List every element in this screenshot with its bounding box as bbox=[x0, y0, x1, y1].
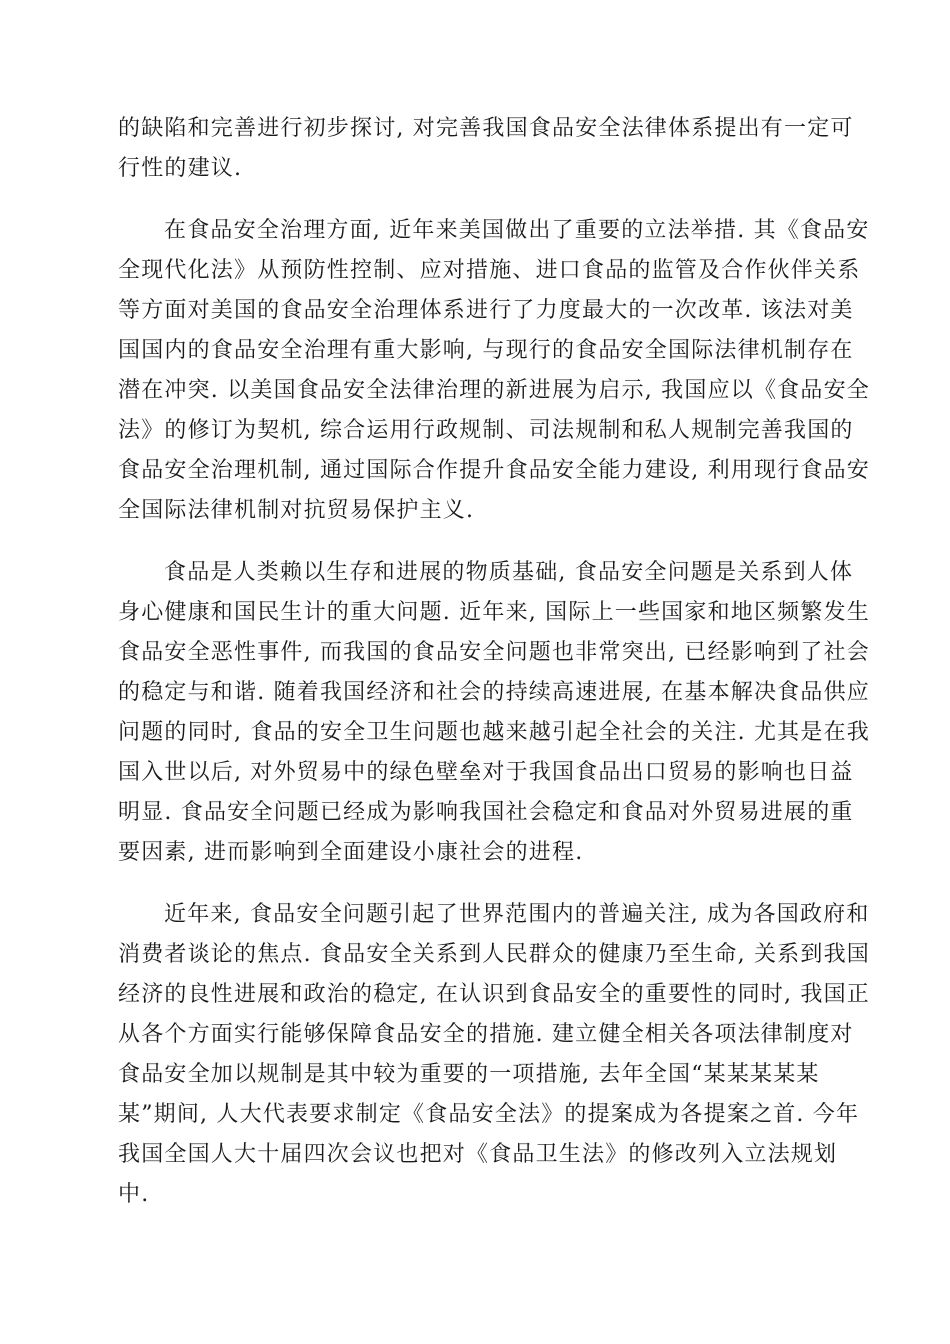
text-line: 国国内的食品安全治理有重大影响, 与现行的食品安全国际法律机制存在 bbox=[118, 338, 854, 363]
text-line: 国入世以后, 对外贸易中的绿色壁垒对于我国食品出口贸易的影响也日益 bbox=[118, 760, 854, 785]
text-line: 食品安全加以规制是其中较为重要的一项措施, 去年全国“某某某某某 bbox=[118, 1062, 820, 1087]
text-line: 身心健康和国民生计的重大问题. 近年来, 国际上一些国家和地区频繁发生 bbox=[118, 600, 870, 625]
text-line: 全现代化法》从预防性控制、应对措施、进口食品的监管及合作伙伴关系 bbox=[118, 258, 861, 283]
text-line: 食品是人类赖以生存和进展的物质基础, 食品安全问题是关系到人体 bbox=[164, 560, 854, 585]
paragraph-4 bbox=[118, 895, 870, 1215]
text-line: 行性的建议. bbox=[118, 156, 243, 181]
text-line: 在食品安全治理方面, 近年来美国做出了重要的立法举措. 其《食品安 bbox=[164, 218, 870, 243]
paragraph-2 bbox=[118, 211, 870, 531]
text-line: 食品安全恶性事件, 而我国的食品安全问题也非常突出, 已经影响到了社会 bbox=[118, 640, 870, 665]
text-line: 消费者谈论的焦点. 食品安全关系到人民群众的健康乃至生命, 关系到我国 bbox=[118, 942, 870, 967]
text-line: 法》的修订为契机, 综合运用行政规制、司法规制和私人规制完善我国的 bbox=[118, 418, 854, 443]
document-body bbox=[118, 109, 870, 1215]
paragraph-1 bbox=[118, 109, 854, 189]
text-line: 从各个方面实行能够保障食品安全的措施. 建立健全相关各项法律制度对 bbox=[118, 1022, 854, 1047]
text-line: 全国际法律机制对抗贸易保护主义. bbox=[118, 498, 475, 523]
text-line: 的缺陷和完善进行初步探讨, 对完善我国食品安全法律体系提出有一定可 bbox=[118, 116, 854, 141]
text-line: 我国全国人大十届四次会议也把对《食品卫生法》的修改列入立法规划 bbox=[118, 1142, 838, 1167]
text-line: 某”期间, 人大代表要求制定《食品安全法》的提案成为各提案之首. 今年 bbox=[118, 1102, 860, 1127]
text-line: 食品安全治理机制, 通过国际合作提升食品安全能力建设, 利用现行食品安 bbox=[118, 458, 870, 483]
text-line: 明显. 食品安全问题已经成为影响我国社会稳定和食品对外贸易进展的重 bbox=[118, 800, 854, 825]
text-line: 中. bbox=[118, 1182, 150, 1207]
text-line: 潜在冲突. 以美国食品安全法律治理的新进展为启示, 我国应以《食品安全 bbox=[118, 378, 870, 403]
text-line: 的稳定与和谐. 随着我国经济和社会的持续高速进展, 在基本解决食品供应 bbox=[118, 680, 870, 705]
text-line: 等方面对美国的食品安全治理体系进行了力度最大的一次改革. 该法对美 bbox=[118, 298, 854, 323]
text-line: 要因素, 进而影响到全面建设小康社会的进程. bbox=[118, 840, 584, 865]
text-line: 经济的良性进展和政治的稳定, 在认识到食品安全的重要性的同时, 我国正 bbox=[118, 982, 870, 1007]
text-line: 问题的同时, 食品的安全卫生问题也越来越引起全社会的关注. 尤其是在我 bbox=[118, 720, 870, 745]
paragraph-3 bbox=[118, 553, 870, 873]
text-line: 近年来, 食品安全问题引起了世界范围内的普遍关注, 成为各国政府和 bbox=[164, 902, 870, 927]
